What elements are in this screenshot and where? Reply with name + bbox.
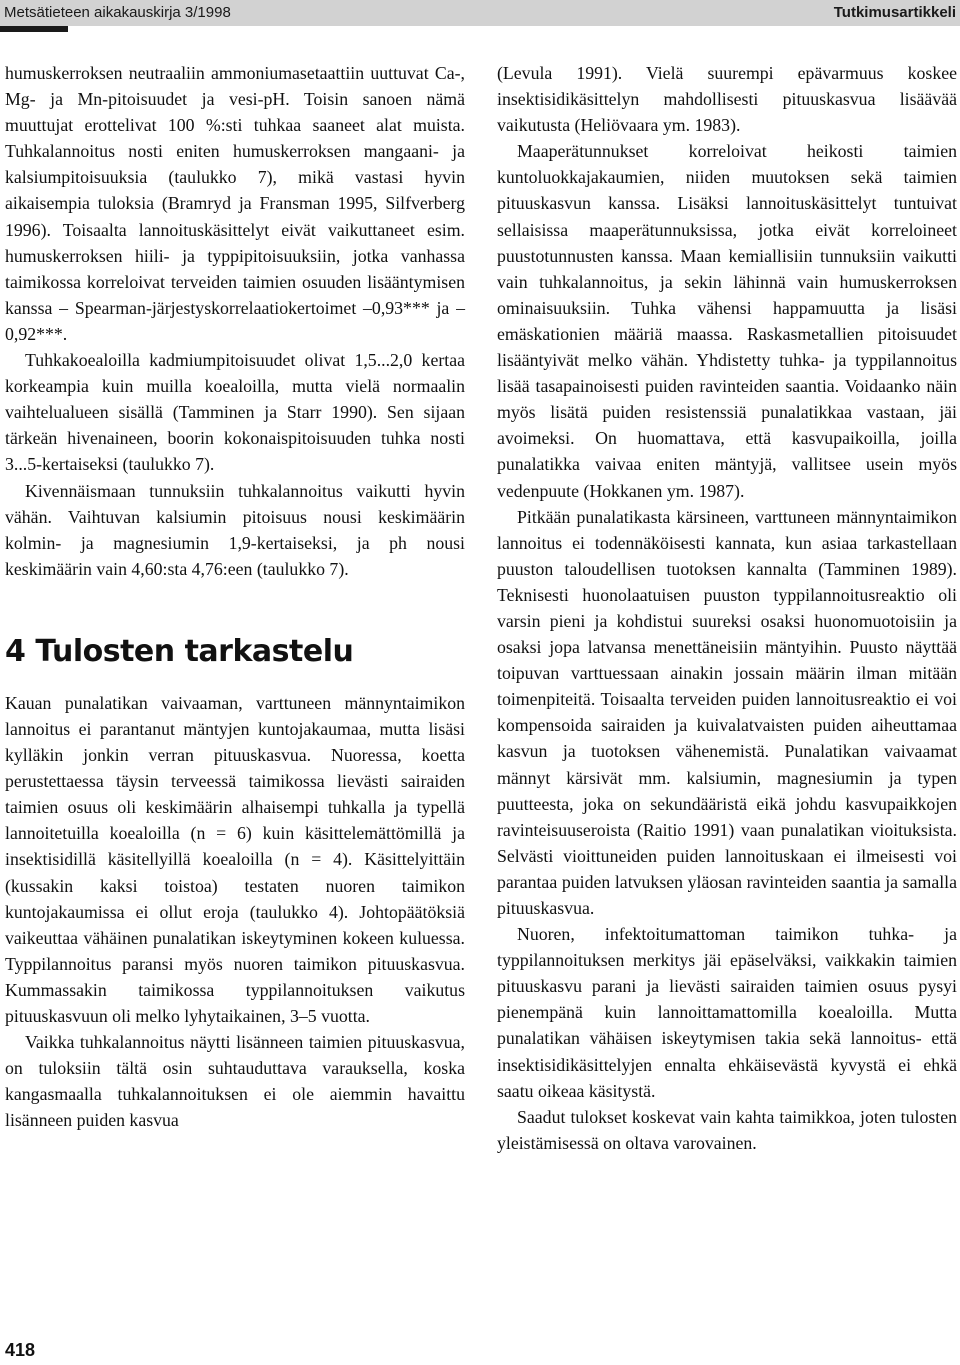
page-number: 418: [5, 1340, 36, 1360]
right-column: [497, 60, 957, 1156]
page-header: [0, 0, 960, 26]
right-paragraph-1: (Levula 1991). Vielä suurempi epävarmuus koskee insektisidikäsittelyn mahdollisesti pituuskasvua lisäävää vaikutusta (Heliövaara ym. 1983).: [497, 63, 957, 136]
left-paragraph-5: Vaikka tuhkalannoitus näytti lisänneen taimien pituuskasvua, on tuloksiin tältä osin suhtauduttava varauksella, koska kangasmaalla tuhkalannoituksen ei ole aiemmin havaittu lisänneen puiden kasvua: [5, 1032, 465, 1131]
header-tab-mark: [0, 26, 68, 32]
left-paragraph-4: Kauan punalatikan vaivaaman, varttuneen männyntaimikon lannoitus ei parantanut mäntyjen kuntojakaumaa, mutta lisäsi kylläkin jonkin verran pituuskasvua. Nuoressa, koetta perustettaessa täysin terveessä taimikossa lievästi sairaiden taimien osuus oli keskimäärin alhaisempi tuhkalla ja typellä lannoitetuilla koealoilla (n = 6) kuin käsittelemättömillä ja insektisidillä käsitellyillä koealoilla (n = 4). Käsittelyittäin (kussakin kaksi toistoa) testaten nuoren taimikon kuntojakaumissa ei ollut eroja (taulukko 4). Johtopäätöksiä vaikeuttaa vähäinen punalatikan iskeytyminen kokeen kuluessa. Typpilannoitus paransi myös nuoren taimikon pituuskasvua. Kummassakin taimikossa typpilannoituksen vaikutus pituuskasvuun oli melko lyhytaikainen, 3–5 vuotta.: [5, 692, 465, 1026]
left-column: [5, 60, 465, 1133]
section-label: Tutkimusartikkeli: [833, 4, 956, 21]
left-paragraph-2: Tuhkakoealoilla kadmiumpitoisuudet olivat 1,5...2,0 kertaa korkeampia kuin muilla koealoilla, mutta vielä normaalin vaihtelualueen sisällä (Tamminen ja Starr 1990). Sen sijaan tärkeän hivenaineen, boorin kokonaispitoisuuden tuhka nosti 3...5-kertaiseksi (taulukko 7).: [5, 350, 465, 475]
left-paragraph-1: humuskerroksen neutraaliin ammoniumasetaattiin uuttuvat Ca-, Mg- ja Mn-pitoisuudet ja vesi-pH. Toisin sanoen nämä muuttujat erottelivat 100 %:sti tuhkaa saaneet alat muista. Tuhkalannoitus nosti eniten humuskerroksen mangaani- ja kalsiumpitoisuuksia (taulukko 7), mikä vastasi hyvin aikaisempia tuloksia (Bramryd ja Fransman 1995, Silfverberg 1996). Toisaalta lannoituskäsittelyt eivät vaikuttaneet esim. humuskerroksen hiili- ja typpipitoisuuksiin, jotka vanhassa taimikossa korreloivat terveiden taimien osuuden lisääntymisen kanssa – Spearman-järjestyskorrelaatiokertoimet –0,93*** ja –0,92***.: [5, 63, 465, 344]
journal-title: Metsätieteen aikakauskirja 3/1998: [4, 4, 231, 21]
right-paragraph-4: Nuoren, infektoitumattoman taimikon tuhka- ja typpilannoituksen merkitys jäi epäselväksi, vaikkakin taimien pituuskasvu parani ja lievästi sairaiden taimien osuus pysyi pienempänä kuin lannoittamattomilla koealoilla. Mutta punalatikan vähäisen iskeytymisen takia sekä lannoitus- että insektisidikäsittelyjen ennalta ehkäisevästä kyvystä ei ehkä saatu oikeaa käsitystä.: [497, 924, 957, 1101]
right-paragraph-5: Saadut tulokset koskevat vain kahta taimikkoa, joten tulosten yleistämisessä on oltava varovainen.: [497, 1106, 957, 1153]
section-heading: 4 Tulosten tarkastelu: [5, 633, 354, 669]
right-paragraph-2: Maaperätunnukset korreloivat heikosti taimien kuntoluokkajakaumien, niiden muutoksen sekä taimien pituuskasvun kanssa. Lisäksi lannoituskäsittelyt tuntuivat sellaisissa maaperätunnuksissa, jotka eivät korreloineet puustotunnusten kanssa. Maan kemiallisiin tunnuksiin vaikutti vain tuhkalannoitus, ja sekin lähinnä vain humuskerroksen ominaisuuksiin. Tuhka vähensi happamuutta ja lisäsi emäskationien määriä maassa. Raskasmetallien pitoisuudet lisääntyivät melko vähän. Yhdistetty tuhka- ja typpilannoitus lisää tasapainoisesti puiden ravinteiden saantia. Voidaanko näin myös lisätä puiden resistenssiä punalatikkaa vastaan, jäi avoimeksi. On huomattava, että kasvupaikoilla, joilla punalatikka vaivaa eniten mäntyjä, vallitsee usein myös vedenpuute (Hokkanen ym. 1987).: [497, 141, 957, 501]
left-paragraph-3: Kivennäismaan tunnuksiin tuhkalannoitus vaikutti hyvin vähän. Vaihtuvan kalsiumin pitoisuus nousi keskimäärin kolmin- ja magnesiumin 1,9-kertaiseksi, ja ph nousi keskimäärin vain 4,60:sta 4,76:een (taulukko 7).: [5, 480, 465, 579]
right-paragraph-3: Pitkään punalatikasta kärsineen, varttuneen männyntaimikon lannoitus ei todennäköisesti kannata, kun asiaa tarkastellaan puuston taloudellisen tuotoksen kannalta (Tamminen 1989). Teknisesti huonolaatuisen puuston typpilannoitusreaktio oli varsin pieni ja kohdistui suureksi osaksi huonomuotoisiin ja osaksi jopa latvansa menettäneisiin mäntyihin. Puusto näyttää toipuvan varttuessaan ainakin jossain määrin ilman mitään toimenpiteitä. Toisaalta terveiden puiden lannoitusreaktio ei voi kompensoida sairaiden ja kuivalatvaisten puiden aiheuttamaa kasvun ja tuotoksen vähenemistä. Punalatikan vaivaamat männyt kärsivät mm. kalsiumin, magnesiumin ja typen puutteesta, joka on sekundääristä eikä johdu kasvupaikkojen ravinteisuuseroista (Raitio 1991) vaan punalatikan vioituksista. Selvästi vioittuneiden puiden lannoituskaan ei ilmeisesti voi parantaa puiden latvuksen yläosan ravinteiden saantia ja samalla pituuskasvua.: [497, 506, 957, 918]
